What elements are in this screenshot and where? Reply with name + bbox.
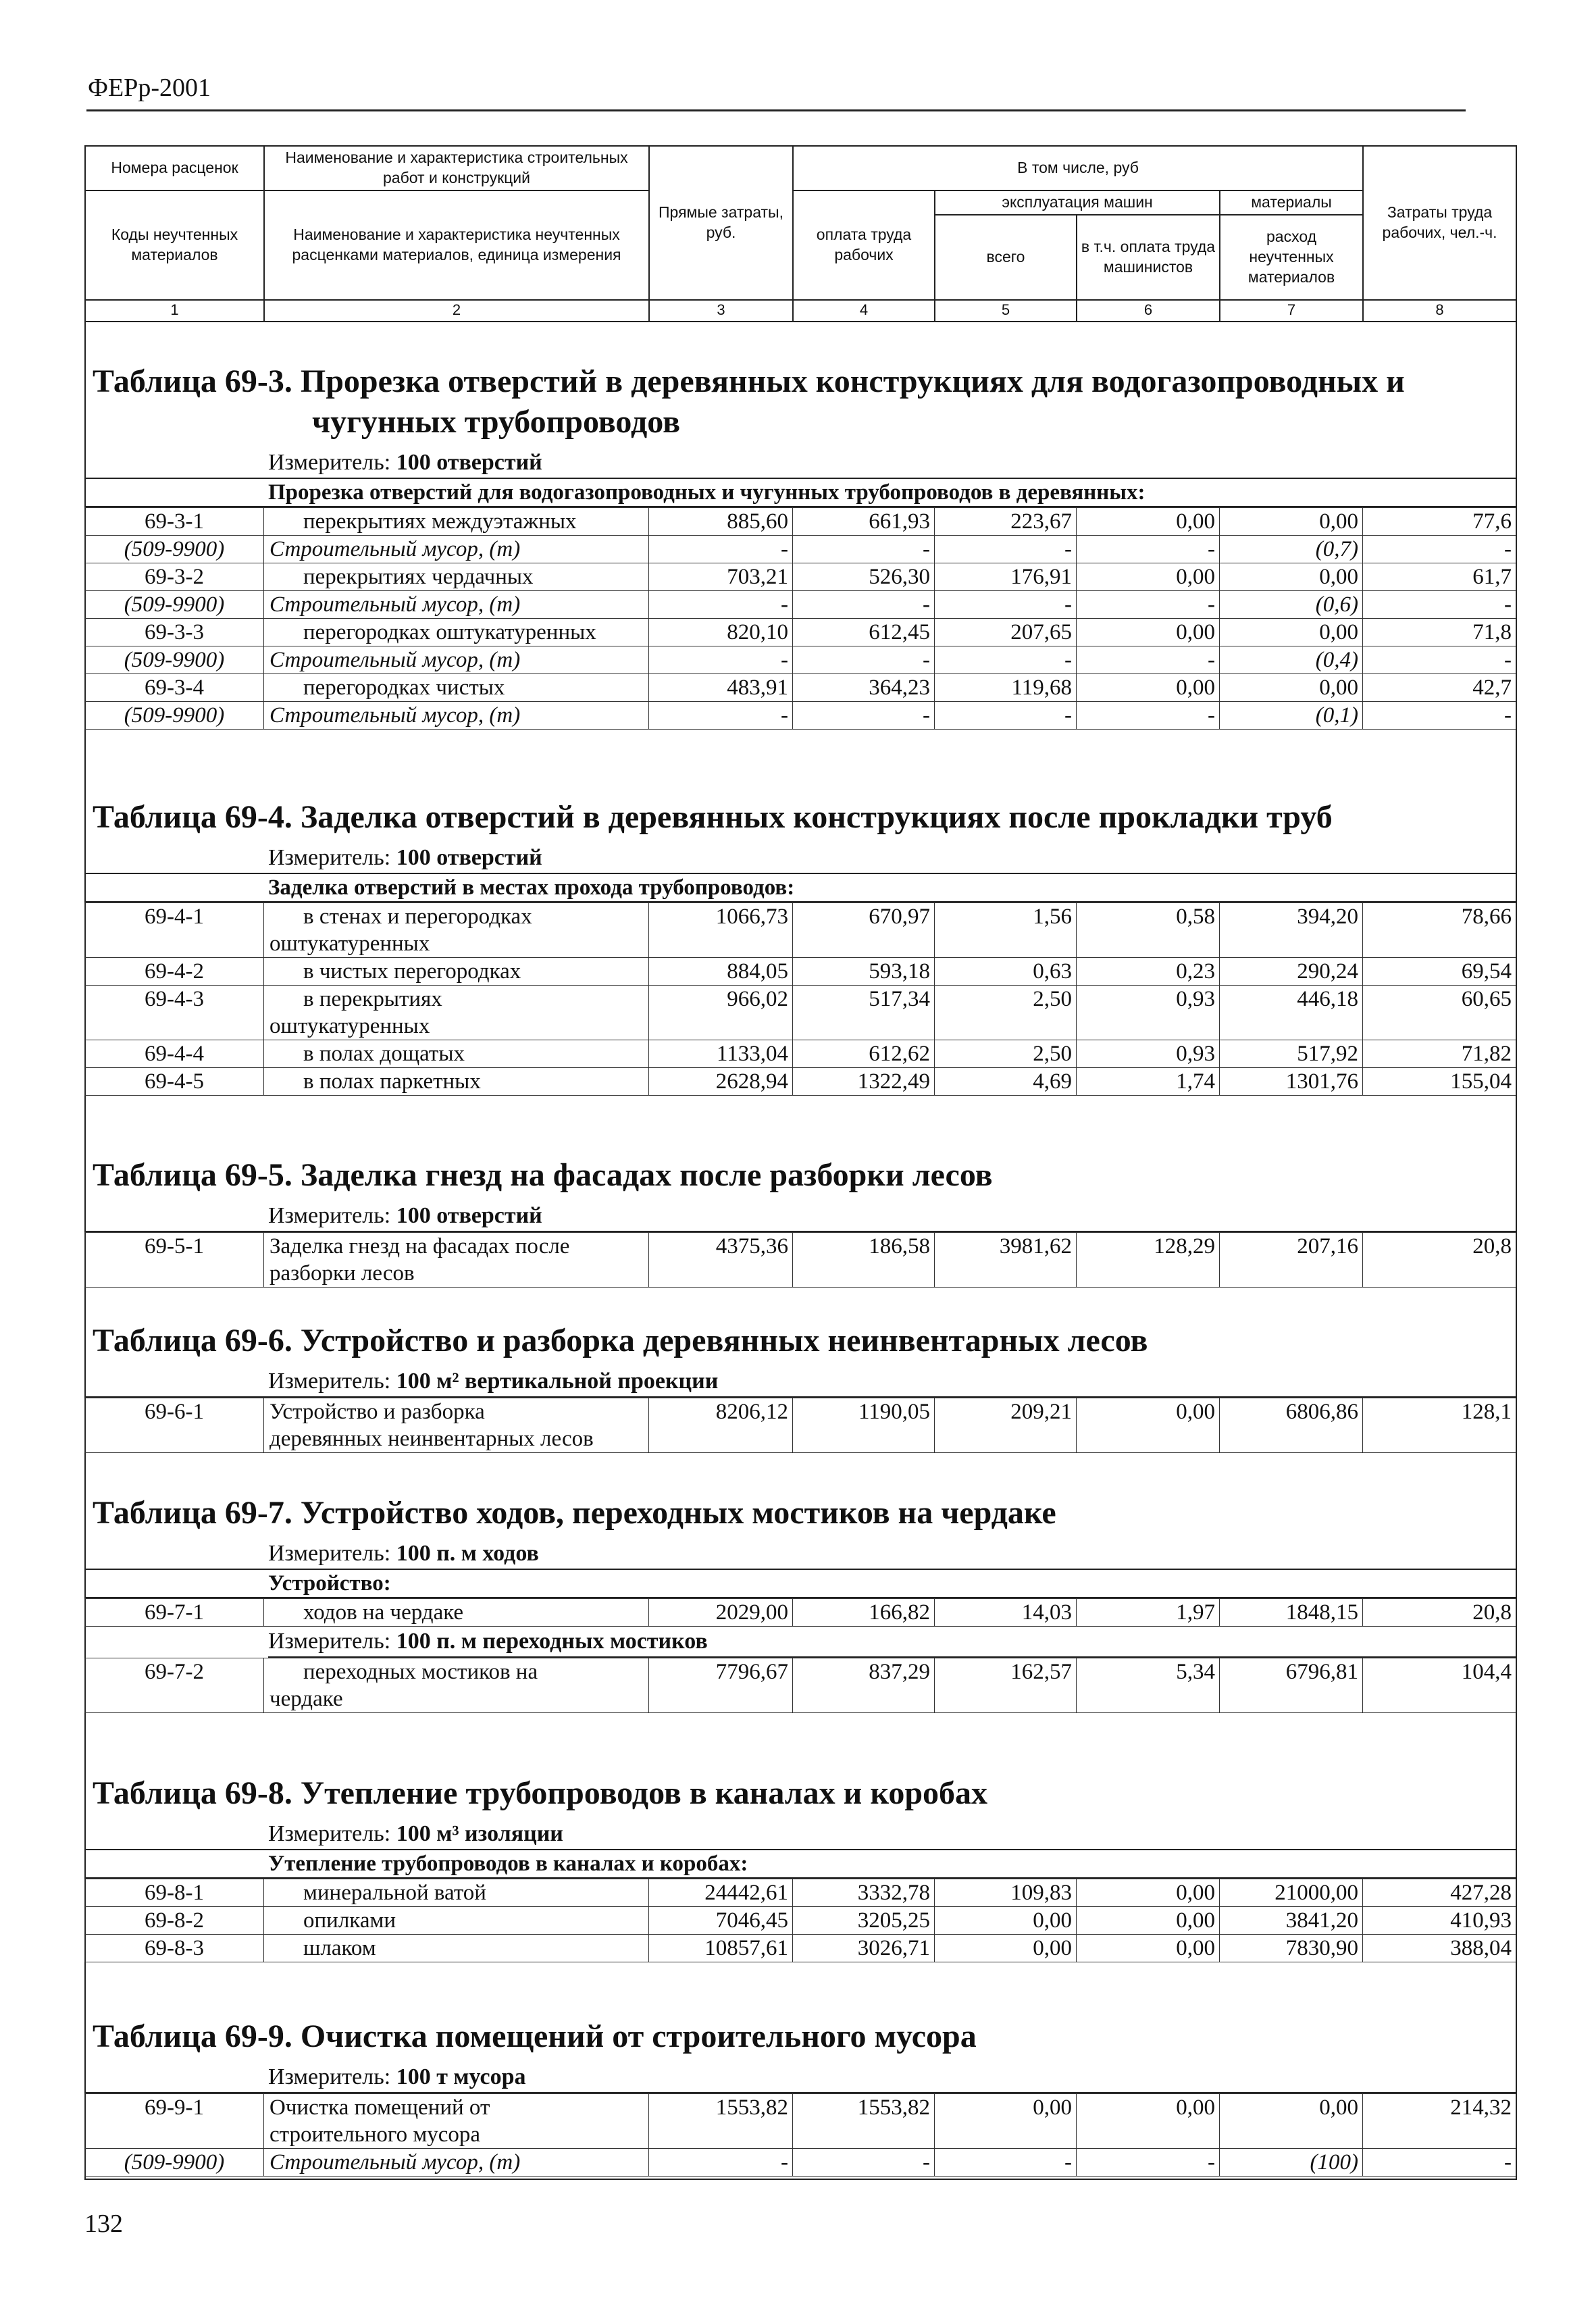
table-row: [85, 1233, 1516, 1288]
row-value-c8: 20,8: [1363, 1599, 1516, 1627]
row-name-line2: оштукатуренных: [269, 1014, 430, 1038]
row-value-c5: -: [935, 2149, 1077, 2177]
row-value-c6: -: [1077, 702, 1220, 730]
table-row: [85, 986, 1516, 1040]
row-value-c3: -: [649, 702, 793, 730]
row-value-c8: -: [1363, 702, 1516, 730]
col-number: 1: [85, 300, 264, 322]
header-rule: [86, 109, 1466, 111]
row-code: 69-4-4: [85, 1040, 264, 1068]
row-name: Строительный мусор, (т): [264, 702, 649, 730]
row-value-c8: 388,04: [1363, 1935, 1516, 1962]
row-value-c7: 207,16: [1220, 1233, 1363, 1288]
row-value-c8: 61,7: [1363, 563, 1516, 591]
meter-value: 100 м³ изоляции: [396, 1821, 563, 1846]
row-name: [264, 2094, 649, 2149]
row-value-c3: 4375,36: [649, 1233, 793, 1288]
row-value-c4: 517,34: [793, 986, 935, 1040]
row-value-c7: 0,00: [1220, 2094, 1363, 2149]
page-number: 132: [84, 2210, 123, 2238]
row-value-c7: (0,4): [1220, 646, 1363, 674]
row-value-c4: 1190,05: [793, 1398, 935, 1453]
row-value-c5: 162,57: [935, 1658, 1077, 1713]
row-name: в полах паркетных: [264, 1068, 649, 1096]
row-code: (509-9900): [85, 591, 264, 619]
col-machines-labor: в т.ч. оплата труда машинистов: [1077, 215, 1220, 300]
row-value-c7: (0,6): [1220, 591, 1363, 619]
row-value-c4: 526,30: [793, 563, 935, 591]
row-name-line1: Очистка помещений от: [269, 2095, 490, 2120]
col-incl: В том числе, руб: [793, 146, 1363, 190]
row-name-line2: разборки лесов: [269, 1261, 415, 1286]
row-value-c6: 1,74: [1077, 1068, 1220, 1096]
row-value-c4: 670,97: [793, 903, 935, 958]
row-value-c7: 3841,20: [1220, 1907, 1363, 1935]
row-code: 69-7-1: [85, 1599, 264, 1627]
row-name: перегородках оштукатуренных: [264, 619, 649, 646]
row-name-line1: в стенах и перегородках: [303, 905, 532, 929]
col-number: 6: [1077, 300, 1220, 322]
row-name: перегородках чистых: [264, 674, 649, 702]
rate-table-section: [84, 1155, 1516, 1288]
meter-line: [268, 1539, 1516, 1569]
row-name-line1: Заделка гнезд на фасадах после: [269, 1234, 570, 1258]
row-code: 69-7-2: [85, 1658, 264, 1713]
col-codes: Коды неучтенных материалов: [85, 190, 264, 300]
row-code: 69-4-2: [85, 958, 264, 986]
row-value-c5: 1,56: [935, 903, 1077, 958]
meter-value: 100 отверстий: [396, 1203, 542, 1228]
row-value-c7: 394,20: [1220, 903, 1363, 958]
row-value-c5: 2,50: [935, 1040, 1077, 1068]
row-value-c3: 24442,61: [649, 1879, 793, 1907]
rates-table: [84, 1398, 1516, 1453]
row-value-c5: -: [935, 646, 1077, 674]
rate-table-section: [84, 1773, 1516, 1962]
row-value-c6: -: [1077, 2149, 1220, 2177]
row-value-c6: 0,00: [1077, 1879, 1220, 1907]
row-value-c6: 0,93: [1077, 986, 1220, 1040]
row-value-c3: 10857,61: [649, 1935, 793, 1962]
row-value-c6: 0,00: [1077, 563, 1220, 591]
row-value-c6: 0,00: [1077, 1398, 1220, 1453]
row-value-c4: 1553,82: [793, 2094, 935, 2149]
table-row: [85, 508, 1516, 536]
row-code: (509-9900): [85, 702, 264, 730]
col-number: 3: [649, 300, 793, 322]
col-machines: эксплуатация машин: [935, 190, 1220, 215]
row-value-c8: 71,8: [1363, 619, 1516, 646]
table-row: [85, 1068, 1516, 1096]
col-number: 8: [1363, 300, 1516, 322]
row-value-c8: 77,6: [1363, 508, 1516, 536]
col-work-name: Наименование и характеристика строительных работ и конструкций: [264, 146, 649, 190]
row-name: [264, 1658, 649, 1713]
row-name-line2: оштукатуренных: [269, 932, 430, 956]
meter-label: Измеритель:: [268, 2064, 391, 2089]
row-value-c4: 364,23: [793, 674, 935, 702]
row-value-c6: 0,93: [1077, 1040, 1220, 1068]
table-row: [85, 958, 1516, 986]
row-code: 69-4-1: [85, 903, 264, 958]
row-value-c6: 0,00: [1077, 1907, 1220, 1935]
row-value-c6: 0,00: [1077, 674, 1220, 702]
row-value-c6: 0,00: [1077, 508, 1220, 536]
row-value-c3: 1066,73: [649, 903, 793, 958]
row-value-c5: -: [935, 591, 1077, 619]
row-value-c3: 703,21: [649, 563, 793, 591]
row-value-c5: 2,50: [935, 986, 1077, 1040]
running-head: ФЕРр-2001: [88, 74, 211, 102]
row-value-c4: 661,93: [793, 508, 935, 536]
row-name: перекрытиях междуэтажных: [264, 508, 649, 536]
row-value-c4: 593,18: [793, 958, 935, 986]
row-value-c3: 7796,67: [649, 1658, 793, 1713]
rates-table: [84, 2093, 1516, 2177]
row-name-line2: строительного мусора: [269, 2122, 481, 2147]
row-value-c4: -: [793, 702, 935, 730]
table-row: [85, 619, 1516, 646]
table-row: [85, 1879, 1516, 1907]
row-value-c3: -: [649, 2149, 793, 2177]
meter-value: 100 п. м переходных мостиков: [396, 1629, 708, 1654]
row-value-c3: 820,10: [649, 619, 793, 646]
row-value-c5: 4,69: [935, 1068, 1077, 1096]
row-value-c3: 483,91: [649, 674, 793, 702]
row-value-c5: 14,03: [935, 1599, 1077, 1627]
row-value-c6: 0,00: [1077, 2094, 1220, 2149]
row-value-c8: 128,1: [1363, 1398, 1516, 1453]
col-machines-total: всего: [935, 215, 1077, 300]
table-row: [85, 2094, 1516, 2149]
table-row: [85, 1040, 1516, 1068]
section-title-text: Таблица 69-5. Заделка гнезд на фасадах после разборки лесов: [93, 1157, 993, 1193]
meter-label: Измеритель:: [268, 1541, 391, 1566]
row-value-c8: 78,66: [1363, 903, 1516, 958]
row-name: [264, 1398, 649, 1453]
row-code: (509-9900): [85, 536, 264, 563]
col-labor-hours: Затраты труда рабочих, чел.-ч.: [1363, 146, 1516, 300]
row-name: [264, 903, 649, 958]
col-number: 7: [1220, 300, 1363, 322]
rates-table: [84, 507, 1516, 730]
row-value-c5: -: [935, 536, 1077, 563]
row-value-c4: -: [793, 536, 935, 563]
row-value-c4: 3205,25: [793, 1907, 935, 1935]
row-name: в чистых перегородках: [264, 958, 649, 986]
table-row: [85, 1599, 1516, 1627]
row-name: [264, 1233, 649, 1288]
row-value-c3: -: [649, 536, 793, 563]
row-name: Строительный мусор, (т): [264, 591, 649, 619]
row-value-c8: 410,93: [1363, 1907, 1516, 1935]
row-value-c4: 837,29: [793, 1658, 935, 1713]
row-value-c6: -: [1077, 536, 1220, 563]
row-code: 69-3-4: [85, 674, 264, 702]
table-row: [85, 563, 1516, 591]
meter-line-2: [268, 1627, 1516, 1658]
row-value-c5: 0,00: [935, 2094, 1077, 2149]
row-code: 69-3-2: [85, 563, 264, 591]
subheading: Прорезка отверстий для водогазопроводных и чугунных трубопроводов в деревянных:: [84, 478, 1516, 507]
row-value-c7: 0,00: [1220, 619, 1363, 646]
meter-line: [268, 843, 1516, 873]
row-name: Строительный мусор, (т): [264, 536, 649, 563]
subheading: Заделка отверстий в местах прохода трубопроводов:: [84, 873, 1516, 902]
row-value-c5: 0,00: [935, 1907, 1077, 1935]
row-name: Строительный мусор, (т): [264, 2149, 649, 2177]
col-mat-name: Наименование и характеристика неучтенных расценками материалов, единица измерения: [264, 190, 649, 300]
meter-value: 100 отверстий: [396, 845, 542, 870]
row-name-line1: Устройство и разборка: [269, 1400, 485, 1424]
row-value-c4: 612,62: [793, 1040, 935, 1068]
row-value-c3: 884,05: [649, 958, 793, 986]
meter-label: Измеритель:: [268, 1369, 391, 1394]
row-value-c8: 69,54: [1363, 958, 1516, 986]
row-value-c6: -: [1077, 646, 1220, 674]
row-value-c7: 0,00: [1220, 674, 1363, 702]
row-value-c3: 1553,82: [649, 2094, 793, 2149]
row-value-c6: 0,00: [1077, 1935, 1220, 1962]
row-name: [264, 986, 649, 1040]
section-title: [84, 1155, 1516, 1196]
row-value-c6: 0,00: [1077, 619, 1220, 646]
row-value-c3: 1133,04: [649, 1040, 793, 1068]
row-value-c7: 0,00: [1220, 508, 1363, 536]
column-numbers-row: [85, 300, 1516, 322]
row-name: минеральной ватой: [264, 1879, 649, 1907]
table-row: [85, 903, 1516, 958]
row-code: 69-8-2: [85, 1907, 264, 1935]
table-row: [85, 536, 1516, 563]
row-value-c4: -: [793, 2149, 935, 2177]
row-value-c8: -: [1363, 591, 1516, 619]
meter-value: 100 отверстий: [396, 450, 542, 475]
row-value-c8: 214,32: [1363, 2094, 1516, 2149]
row-value-c7: 446,18: [1220, 986, 1363, 1040]
col-materials: материалы: [1220, 190, 1363, 215]
row-name-line2: деревянных неинвентарных лесов: [269, 1427, 594, 1451]
row-value-c8: 20,8: [1363, 1233, 1516, 1288]
meter-value: 100 т мусора: [396, 2064, 526, 2089]
row-code: 69-3-1: [85, 508, 264, 536]
row-value-c6: 0,58: [1077, 903, 1220, 958]
row-value-c7: 0,00: [1220, 563, 1363, 591]
section-title: [84, 2016, 1516, 2057]
section-title: [84, 797, 1516, 838]
row-value-c6: -: [1077, 591, 1220, 619]
section-title: [84, 1493, 1516, 1533]
meter-line: [268, 1201, 1516, 1231]
table-row: [85, 2149, 1516, 2177]
row-value-c7: 1848,15: [1220, 1599, 1363, 1627]
rate-table-section: [84, 1493, 1516, 1713]
row-value-c7: 7830,90: [1220, 1935, 1363, 1962]
row-value-c4: 3332,78: [793, 1879, 935, 1907]
rates-table: [84, 1658, 1516, 1713]
col-number: 4: [793, 300, 935, 322]
row-value-c8: -: [1363, 536, 1516, 563]
row-value-c8: -: [1363, 646, 1516, 674]
col-rates-no: Номера расценок: [85, 146, 264, 190]
row-value-c7: 1301,76: [1220, 1068, 1363, 1096]
section-title-text: Таблица 69-7. Устройство ходов, переходных мостиков на чердаке: [93, 1495, 1056, 1531]
rate-table-section: [84, 2016, 1516, 2177]
row-value-c7: 290,24: [1220, 958, 1363, 986]
section-title: [84, 1321, 1516, 1361]
row-code: (509-9900): [85, 646, 264, 674]
row-value-c4: 612,45: [793, 619, 935, 646]
section-title-text: Таблица 69-8. Утепление трубопроводов в каналах и коробах: [93, 1775, 988, 1811]
row-value-c5: 119,68: [935, 674, 1077, 702]
row-name: перекрытиях чердачных: [264, 563, 649, 591]
row-code: 69-9-1: [85, 2094, 264, 2149]
meter-value: 100 п. м ходов: [396, 1541, 539, 1566]
row-code: (509-9900): [85, 2149, 264, 2177]
row-value-c6: 5,34: [1077, 1658, 1220, 1713]
row-value-c3: 2628,94: [649, 1068, 793, 1096]
meter-line: [268, 1819, 1516, 1849]
row-value-c5: -: [935, 702, 1077, 730]
row-value-c5: 223,67: [935, 508, 1077, 536]
row-name: шлаком: [264, 1935, 649, 1962]
table-row: [85, 1398, 1516, 1453]
row-value-c5: 207,65: [935, 619, 1077, 646]
rates-table: [84, 1598, 1516, 1627]
meter-label: Измеритель:: [268, 845, 391, 870]
row-value-c3: 7046,45: [649, 1907, 793, 1935]
row-name: опилками: [264, 1907, 649, 1935]
table-row: [85, 1935, 1516, 1962]
row-value-c7: (0,1): [1220, 702, 1363, 730]
row-value-c6: 128,29: [1077, 1233, 1220, 1288]
row-value-c4: 3026,71: [793, 1935, 935, 1962]
row-value-c4: -: [793, 591, 935, 619]
row-code: 69-5-1: [85, 1233, 264, 1288]
row-value-c3: 966,02: [649, 986, 793, 1040]
row-value-c4: 166,82: [793, 1599, 935, 1627]
row-value-c5: 109,83: [935, 1879, 1077, 1907]
row-value-c3: 8206,12: [649, 1398, 793, 1453]
row-value-c7: 6796,81: [1220, 1658, 1363, 1713]
row-value-c8: 60,65: [1363, 986, 1516, 1040]
meter-label: Измеритель:: [268, 1821, 391, 1846]
meter-label: Измеритель:: [268, 1629, 391, 1654]
row-value-c7: (100): [1220, 2149, 1363, 2177]
table-row: [85, 702, 1516, 730]
row-code: 69-8-1: [85, 1879, 264, 1907]
subheading: Устройство:: [84, 1569, 1516, 1598]
row-value-c7: 21000,00: [1220, 1879, 1363, 1907]
row-code: 69-4-5: [85, 1068, 264, 1096]
section-title-text: Таблица 69-3. Прорезка отверстий в деревянных конструкциях для водогазопроводных и: [93, 363, 1405, 399]
section-title: [84, 1773, 1516, 1814]
rates-table: [84, 1232, 1516, 1288]
row-value-c4: 1322,49: [793, 1068, 935, 1096]
column-header-table: [84, 145, 1517, 322]
row-value-c3: -: [649, 591, 793, 619]
section-title-cont: чугунных трубопроводов: [312, 404, 680, 440]
meter-line: [268, 2062, 1516, 2092]
rate-table-section: [84, 361, 1516, 730]
row-value-c7: 6806,86: [1220, 1398, 1363, 1453]
section-title: [84, 361, 1516, 442]
row-value-c5: 0,63: [935, 958, 1077, 986]
section-title-text: Таблица 69-6. Устройство и разборка деревянных неинвентарных лесов: [93, 1323, 1148, 1358]
col-number: 5: [935, 300, 1077, 322]
row-code: 69-4-3: [85, 986, 264, 1040]
col-labor-pay: оплата труда рабочих: [793, 190, 935, 300]
row-value-c8: 42,7: [1363, 674, 1516, 702]
meter-value: 100 м² вертикальной проекции: [396, 1369, 719, 1394]
row-value-c5: 0,00: [935, 1935, 1077, 1962]
row-value-c3: -: [649, 646, 793, 674]
row-value-c6: 1,97: [1077, 1599, 1220, 1627]
row-name-line1: переходных мостиков на: [303, 1660, 538, 1684]
rate-table-section: [84, 1321, 1516, 1453]
row-name: ходов на чердаке: [264, 1599, 649, 1627]
row-value-c6: 0,23: [1077, 958, 1220, 986]
row-value-c8: 104,4: [1363, 1658, 1516, 1713]
row-value-c3: 2029,00: [649, 1599, 793, 1627]
section-title-text: Таблица 69-9. Очистка помещений от строительного мусора: [93, 2018, 977, 2054]
meter-line: [268, 448, 1516, 478]
col-number: 2: [264, 300, 649, 322]
rate-table-section: [84, 797, 1516, 1096]
rates-table: [84, 1879, 1516, 1962]
table-row: [85, 674, 1516, 702]
row-value-c5: 176,91: [935, 563, 1077, 591]
col-direct-costs: Прямые затраты, руб.: [649, 146, 793, 300]
row-value-c4: 186,58: [793, 1233, 935, 1288]
meter-line: [268, 1367, 1516, 1396]
subheading: Утепление трубопроводов в каналах и коробах:: [84, 1849, 1516, 1879]
row-value-c4: -: [793, 646, 935, 674]
table-row: [85, 591, 1516, 619]
section-title-text: Таблица 69-4. Заделка отверстий в деревянных конструкциях после прокладки труб: [93, 799, 1333, 835]
row-value-c7: (0,7): [1220, 536, 1363, 563]
meter-label: Измеритель:: [268, 1203, 391, 1228]
row-value-c8: 427,28: [1363, 1879, 1516, 1907]
row-value-c7: 517,92: [1220, 1040, 1363, 1068]
table-row: [85, 646, 1516, 674]
row-name: в полах дощатых: [264, 1040, 649, 1068]
row-value-c8: -: [1363, 2149, 1516, 2177]
row-value-c5: 209,21: [935, 1398, 1077, 1453]
row-name-line1: в перекрытиях: [303, 987, 442, 1011]
rates-table: [84, 902, 1516, 1096]
col-materials-use: расход неучтенных материалов: [1220, 215, 1363, 300]
row-code: 69-3-3: [85, 619, 264, 646]
table-row: [85, 1907, 1516, 1935]
row-value-c8: 155,04: [1363, 1068, 1516, 1096]
row-code: 69-6-1: [85, 1398, 264, 1453]
row-value-c3: 885,60: [649, 508, 793, 536]
row-value-c8: 71,82: [1363, 1040, 1516, 1068]
row-code: 69-8-3: [85, 1935, 264, 1962]
table-row: [85, 1658, 1516, 1713]
row-name: Строительный мусор, (т): [264, 646, 649, 674]
row-name-line2: чердаке: [269, 1687, 343, 1711]
row-value-c5: 3981,62: [935, 1233, 1077, 1288]
meter-label: Измеритель:: [268, 450, 391, 475]
